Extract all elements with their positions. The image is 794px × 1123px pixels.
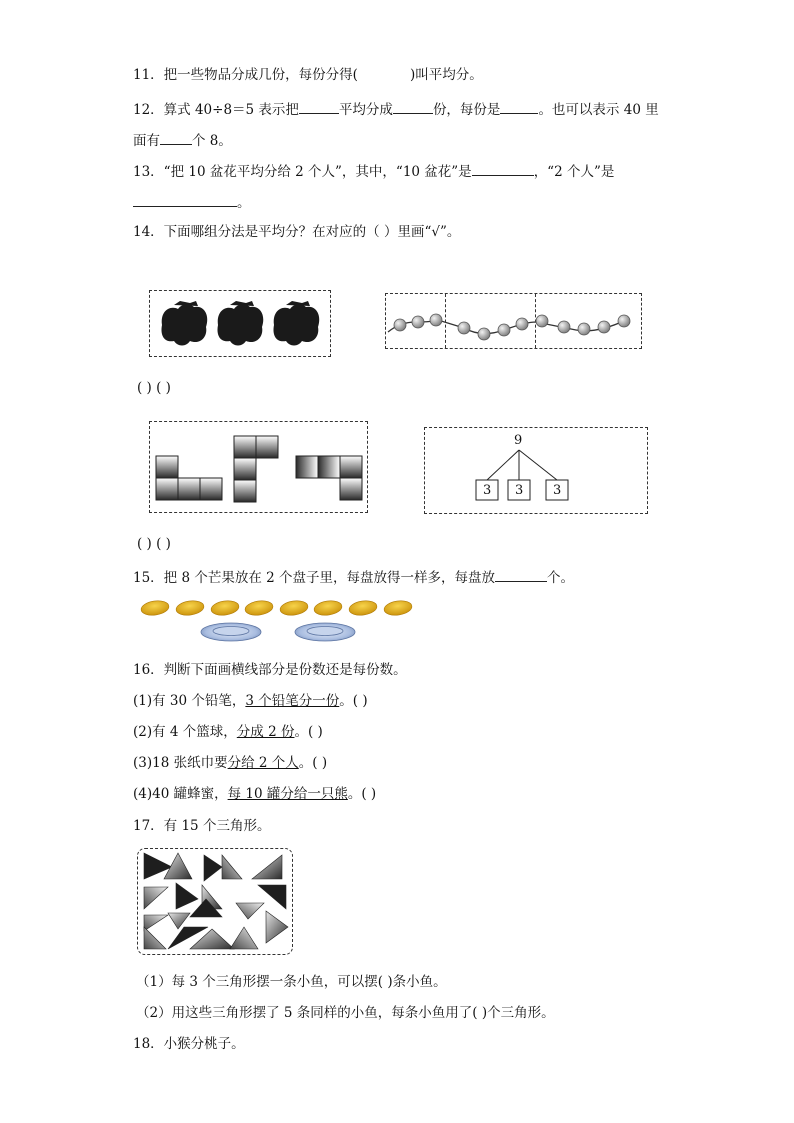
q16-item-2-answer: 。( ) (294, 724, 323, 740)
q11-text-a: 11．把一些物品分成几份，每份分得( (133, 67, 358, 83)
q12-text-c: 份，每份是 (432, 102, 501, 118)
q13-blank-2[interactable] (133, 192, 237, 207)
q13-text-b: ，“2 个人”是 (533, 164, 615, 180)
q17-sub-1-text: （1）每 3 个三角形摆一条小鱼，可以摆( )条小鱼。 (136, 974, 447, 990)
question-18 (133, 1035, 245, 1053)
q16-item-2-pre: (2)有 4 个篮球， (133, 724, 237, 740)
q16-item-4[interactable] (133, 785, 376, 803)
mangoes-and-plates-image (136, 596, 418, 646)
question-12-line2 (133, 130, 232, 150)
q14-paren-row-1[interactable] (137, 379, 171, 397)
question-15 (133, 567, 574, 587)
question-11 (133, 66, 483, 84)
q16-item-1[interactable] (133, 692, 368, 710)
question-16 (133, 661, 407, 679)
q16-item-2[interactable] (133, 723, 323, 741)
question-12 (133, 99, 659, 119)
q16-item-3-underlined: 分给 2 个人 (227, 755, 299, 771)
q16-item-3-pre: (3)18 张纸巾要 (133, 755, 228, 771)
q12-blank-4[interactable] (160, 130, 192, 145)
q16-item-4-answer: 。( ) (347, 786, 377, 802)
q12-text-a: 12．算式 40÷8＝5 表示把 (133, 102, 299, 118)
number-tree-box (424, 427, 648, 514)
q15-blank[interactable] (495, 567, 547, 582)
q15-text-a: 15．把 8 个芒果放在 2 个盘子里，每盘放得一样多，每盘放 (133, 570, 496, 586)
q17-text: 17．有 15 个三角形。 (133, 818, 271, 834)
tree-leaf-2: 3 (515, 483, 524, 498)
q16-item-4-underlined: 每 10 罐分给一只熊 (227, 786, 348, 802)
tree-leaf-1: 3 (483, 483, 492, 498)
q16-item-1-pre: (1)有 30 个铅笔， (133, 693, 246, 709)
q18-text: 18．小猴分桃子。 (133, 1036, 245, 1052)
bead-string-box (385, 293, 642, 349)
q16-item-1-answer: 。( ) (339, 693, 368, 709)
q17-sub-1[interactable] (136, 973, 447, 991)
q16-item-3[interactable] (133, 754, 327, 772)
q12-blank-3[interactable] (500, 99, 538, 114)
q16-item-3-answer: 。( ) (298, 755, 328, 771)
question-13-line2 (133, 192, 251, 212)
q16-item-2-underlined: 分成 2 份 (236, 724, 295, 740)
q15-text-b: 个。 (547, 570, 575, 586)
tree-leaf-3: 3 (553, 483, 562, 498)
triangles-image (138, 849, 294, 956)
q14-paren-row-2-text: ( ) ( ) (137, 536, 171, 552)
q11-text-b: )叫平均分。 (409, 67, 483, 83)
bead-string-image (386, 294, 643, 350)
q13-text-a: 13．“把 10 盆花平均分给 2 个人”，其中，“10 盆花”是 (133, 164, 472, 180)
triangles-box (137, 848, 293, 955)
blob-group-box (149, 290, 331, 357)
number-tree-diagram (425, 428, 649, 515)
q12-text-e: 面有 (133, 133, 160, 149)
blob-shapes-image (154, 297, 326, 349)
q12-text-b: 平均分成 (338, 102, 393, 118)
q13-blank-1[interactable] (472, 161, 534, 176)
question-13 (133, 161, 614, 181)
question-14 (133, 223, 460, 241)
q12-blank-2[interactable] (393, 99, 433, 114)
q14-paren-row-1-text: ( ) ( ) (137, 380, 171, 396)
q12-text-d: 。也可以表示 40 里 (538, 102, 659, 118)
q14-text: 14．下面哪组分法是平均分？在对应的（ ）里画“√”。 (133, 224, 461, 240)
q14-paren-row-2[interactable] (137, 535, 171, 553)
q17-sub-2[interactable] (136, 1004, 555, 1022)
tree-root-number: 9 (514, 433, 523, 448)
question-17 (133, 817, 270, 835)
q16-text: 16．判断下面画横线部分是份数还是每份数。 (133, 662, 407, 678)
q17-sub-2-text: （2）用这些三角形摆了 5 条同样的小鱼，每条小鱼用了( )个三角形。 (136, 1005, 555, 1021)
q16-item-4-pre: (4)40 罐蜂蜜， (133, 786, 228, 802)
q13-text-c: 。 (237, 195, 251, 211)
q16-item-1-underlined: 3 个铅笔分一份 (245, 693, 340, 709)
square-group-box (149, 421, 368, 513)
square-shapes-image (150, 422, 369, 514)
q12-text-f: 个 8。 (192, 133, 232, 149)
q12-blank-1[interactable] (299, 99, 339, 114)
